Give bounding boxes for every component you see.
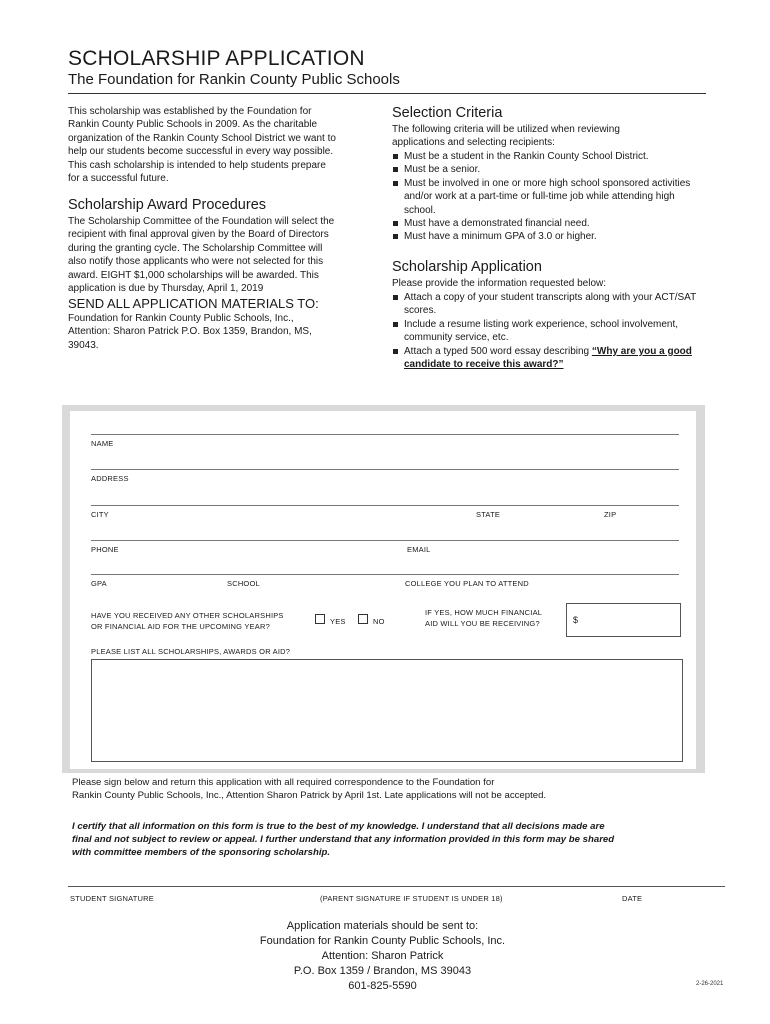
send-address-line: 39043. <box>68 339 99 351</box>
intro-line: organization of the Rankin County School District we want to <box>68 132 336 144</box>
date-label: DATE <box>622 894 643 903</box>
page-subtitle: The Foundation for Rankin County Public Schools <box>68 71 400 88</box>
procedures-line: also notify those applicants who were not selected for this <box>68 256 324 268</box>
scholarship-list-label: PLEASE LIST ALL SCHOLARSHIPS, AWARDS OR AID? <box>91 647 291 656</box>
return-instructions <box>72 776 712 802</box>
intro-paragraph <box>68 105 388 185</box>
footer-line: Foundation for Rankin County Public Schools, Inc. <box>259 935 506 947</box>
application-list <box>392 291 697 371</box>
name-line[interactable] <box>91 434 679 435</box>
criteria-intro <box>392 123 707 150</box>
intro-line: This scholarship was established by the Foundation for <box>68 106 312 117</box>
city-state-zip-line[interactable] <box>91 505 679 506</box>
financial-aid-amount-field[interactable] <box>566 603 681 637</box>
city-label: CITY <box>91 510 109 519</box>
header-divider <box>68 93 706 94</box>
application-heading: Scholarship Application <box>392 259 542 275</box>
send-address-line: Attention: Sharon Patrick P.O. Box 1359, Brandon, MS, <box>68 326 312 338</box>
college-label: COLLEGE YOU PLAN TO ATTEND <box>405 579 529 588</box>
procedures-paragraph <box>68 215 388 295</box>
criteria-item: Must be a senior. <box>392 163 692 176</box>
signature-line[interactable] <box>68 886 725 887</box>
criteria-item: Must have a demonstrated financial need. <box>392 217 692 230</box>
state-label: STATE <box>476 510 501 519</box>
intro-line: for a successful future. <box>68 173 169 185</box>
email-label: EMAIL <box>407 545 431 554</box>
address-label: ADDRESS <box>91 474 129 483</box>
footer-line: Application materials should be sent to: <box>286 920 479 932</box>
financial-aid-question-line: IF YES, HOW MUCH FINANCIAL <box>425 608 543 617</box>
procedures-heading: Scholarship Award Procedures <box>68 197 267 213</box>
address-line[interactable] <box>91 469 679 470</box>
criteria-list <box>392 150 692 244</box>
essay-prefix: Attach a typed 500 word essay describing <box>404 345 592 357</box>
return-instructions-line: Rankin County Public Schools, Inc., Attention Sharon Patrick by April 1st. Late applications will not be accepted. <box>72 790 547 801</box>
send-materials-heading: SEND ALL APPLICATION MATERIALS TO: <box>68 296 319 311</box>
school-label: SCHOOL <box>227 579 260 588</box>
criteria-heading: Selection Criteria <box>392 105 503 121</box>
certification-line: with committee members of the sponsoring scholarship. <box>72 847 331 858</box>
application-item: Attach a copy of your student transcripts along with your ACT/SAT scores. <box>392 291 697 318</box>
criteria-item: Must be a student in the Rankin County School District. <box>392 150 692 163</box>
procedures-line: recipient with final approval given by the Board of Directors <box>68 229 329 241</box>
return-instructions-line: Please sign below and return this application with all required correspondence to the Foundation for <box>72 777 495 788</box>
footer-phone: 601-825-5590 <box>348 980 417 992</box>
criteria-intro-line: The following criteria will be utilized when reviewing <box>392 124 620 135</box>
send-address-line: Foundation for Rankin County Public Schools, Inc., <box>68 313 294 324</box>
criteria-item: Must be involved in one or more high school sponsored activities and/or work at a part-time or full-time job while attending high school. <box>392 177 692 217</box>
gpa-school-college-line[interactable] <box>91 574 679 575</box>
other-scholarships-question <box>91 610 284 632</box>
criteria-item: Must have a minimum GPA of 3.0 or higher. <box>392 230 692 243</box>
certification-statement <box>72 820 732 859</box>
student-signature-label: STUDENT SIGNATURE <box>70 894 154 903</box>
procedures-line: The Scholarship Committee of the Foundation will select the <box>68 216 335 227</box>
footer-address <box>200 919 565 994</box>
dollar-sign: $ <box>573 615 579 625</box>
other-scholarships-question-line: OR FINANCIAL AID FOR THE UPCOMING YEAR? <box>91 622 270 631</box>
procedures-line: application is due by Thursday, April 1, 2019 <box>68 283 264 295</box>
intro-line: This cash scholarship is intended to help students prepare <box>68 159 326 171</box>
scholarship-list-field[interactable] <box>91 659 683 762</box>
send-address <box>68 312 388 352</box>
intro-line: help our students become successful in every way possible. <box>68 146 334 158</box>
name-label: NAME <box>91 439 114 448</box>
intro-line: Rankin County Public Schools in 2009. As the charitable <box>68 119 318 131</box>
criteria-intro-line: applications and selecting recipients: <box>392 137 555 149</box>
page-title: SCHOLARSHIP APPLICATION <box>68 47 365 70</box>
phone-email-line[interactable] <box>91 540 679 541</box>
procedures-line: during the granting cycle. The Scholarship Committee will <box>68 242 323 254</box>
certification-line: final and not subject to review or appeal. I further understand that any information provided in this form may be shared <box>72 834 615 845</box>
application-intro: Please provide the information requested below: <box>392 278 607 289</box>
footer-line: P.O. Box 1359 / Brandon, MS 39043 <box>293 965 472 977</box>
certification-line: I certify that all information on this form is true to the best of my knowledge. I understand that all decisions made are <box>72 821 605 832</box>
no-label: NO <box>373 617 385 626</box>
other-scholarships-question-line: HAVE YOU RECEIVED ANY OTHER SCHOLARSHIPS <box>91 611 284 620</box>
gpa-label: GPA <box>91 579 107 588</box>
document-date-code: 2-26-2021 <box>696 981 724 987</box>
no-checkbox[interactable] <box>358 614 368 624</box>
application-item: Include a resume listing work experience, school involvement, community service, etc. <box>392 318 697 345</box>
essay-question: “Why are you a good candidate to receive this award?” <box>404 345 692 371</box>
phone-label: PHONE <box>91 545 119 554</box>
parent-signature-label: (PARENT SIGNATURE IF STUDENT IS UNDER 18) <box>320 894 503 903</box>
procedures-line: award. EIGHT $1,000 scholarships will be awarded. This <box>68 269 319 281</box>
application-item-essay <box>392 345 697 372</box>
financial-aid-question-line: AID WILL YOU BE RECEIVING? <box>425 619 540 628</box>
zip-label: ZIP <box>604 510 617 519</box>
footer-line: Attention: Sharon Patrick <box>321 950 444 962</box>
yes-checkbox[interactable] <box>315 614 325 624</box>
financial-aid-amount-question <box>425 607 542 629</box>
yes-label: YES <box>330 617 346 626</box>
